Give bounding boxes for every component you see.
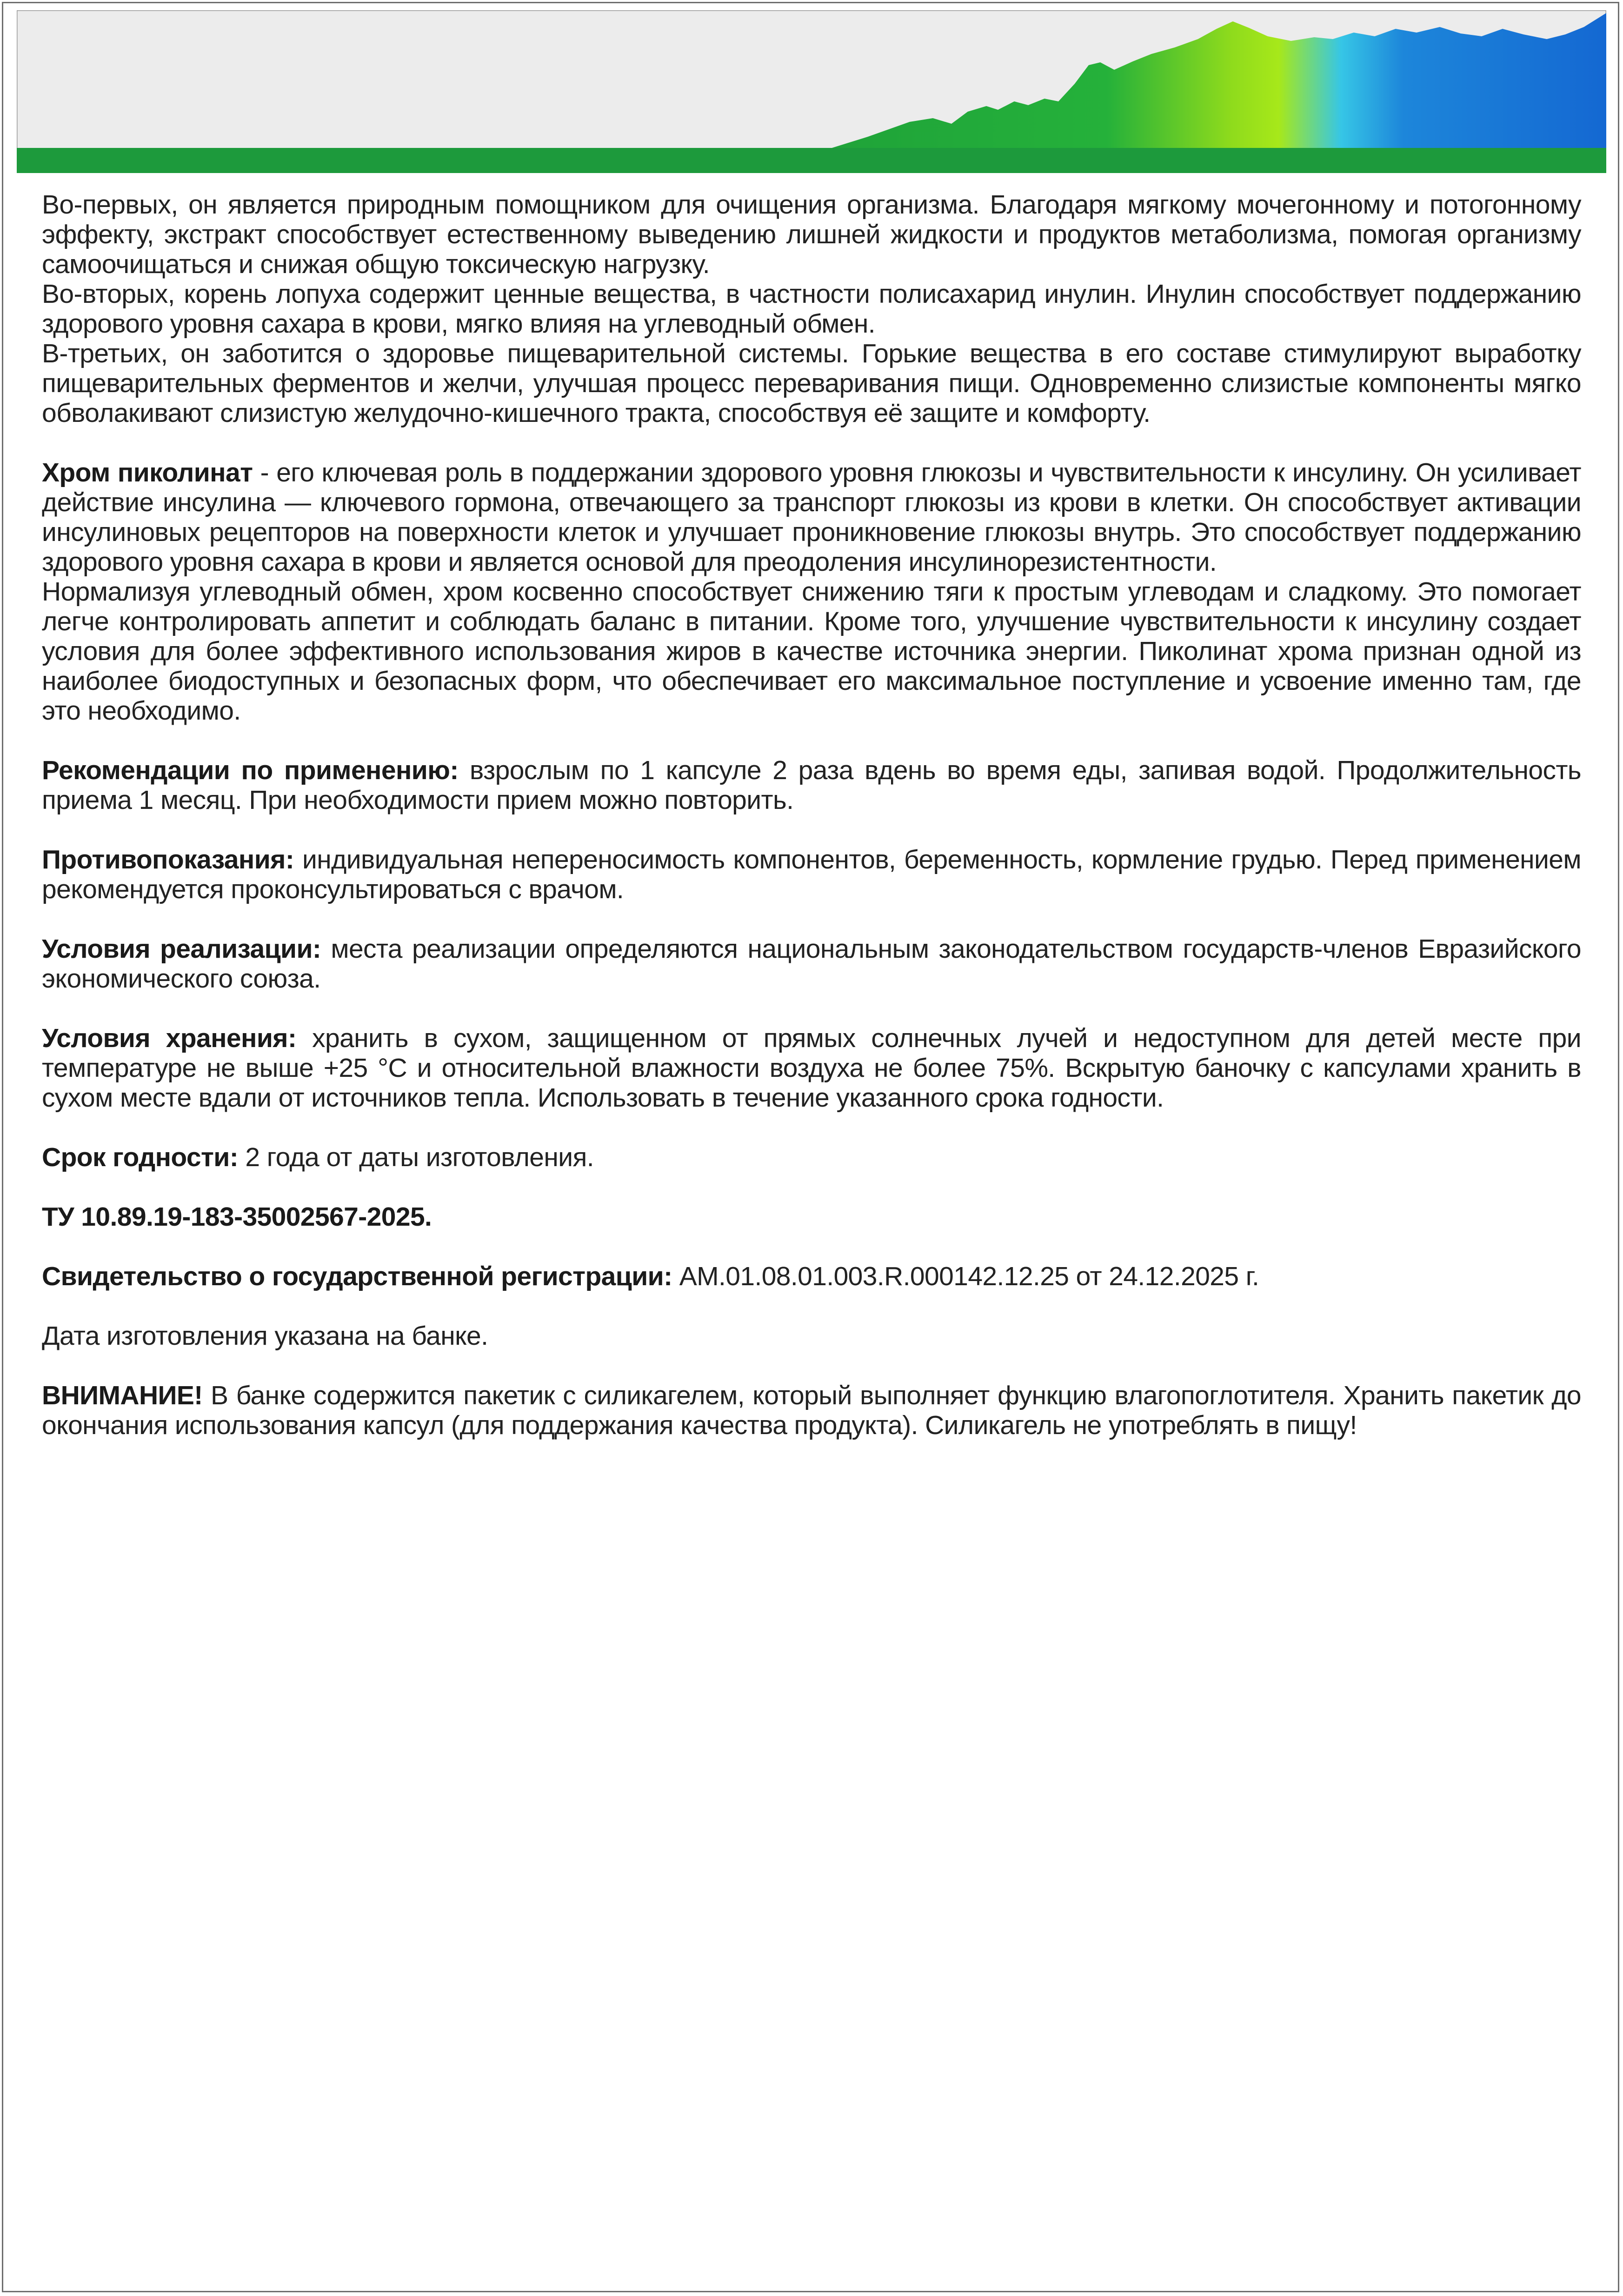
intro-paragraph-1: Во-первых, он является природным помощником для очищения организма. Благодаря мягкому мочегонному и потогонному эффекту, экстракт способствует естественному выведению лишней жидкости и продуктов метаболизма, помогая организму самоочищаться и снижая общую токсическую нагрузку.	[42, 190, 1581, 279]
banner-green-stripe	[17, 148, 1606, 173]
recommendations-label: Рекомендации по применению:	[42, 755, 459, 785]
attention-label: ВНИМАНИЕ!	[42, 1381, 203, 1410]
storage-section	[42, 1023, 1581, 1113]
chromium-section	[42, 458, 1581, 577]
shelf-life-label: Срок годности:	[42, 1142, 239, 1172]
chromium-label: Хром пиколинат	[42, 458, 253, 487]
tu-code: ТУ 10.89.19-183-35002567-2025.	[42, 1202, 432, 1232]
tu-section	[42, 1202, 1581, 1232]
header-banner	[17, 10, 1606, 173]
sale-conditions-section	[42, 934, 1581, 994]
attention-text: В банке содержится пакетик с силикагелем, который выполняет функцию влагопоглотителя. Хранить пакетик до окончания использования капсул (для поддержания качества продукта). Силикагель не употреблять в пищу!	[42, 1381, 1581, 1440]
registration-label: Свидетельство о государственной регистрации:	[42, 1261, 672, 1291]
contraindications-text: индивидуальная непереносимость компонентов, беременность, кормление грудью. Перед применением рекомендуется проконсультироваться с врачом.	[42, 845, 1581, 904]
contraindications-section	[42, 845, 1581, 904]
mountain-banner-graphic	[17, 10, 1606, 173]
recommendations-text: взрослым по 1 капсуле 2 раза вдень во время еды, запивая водой. Продолжительность приема 1 месяц. При необходимости прием можно повторить.	[42, 755, 1581, 815]
storage-label: Условия хранения:	[42, 1023, 297, 1053]
storage-text: хранить в сухом, защищенном от прямых солнечных лучей и недоступном для детей месте при температуре не выше +25 °С и относительной влажности воздуха не более 75%. Вскрытую баночку с капсулами хранить в сухом месте вдали от источников тепла. Использовать в течение указанного срока годности.	[42, 1023, 1581, 1113]
recommendations-section	[42, 755, 1581, 815]
intro-paragraph-2: Во-вторых, корень лопуха содержит ценные вещества, в частности полисахарид инулин. Инулин способствует поддержанию здорового уровня сахара в крови, мягко влияя на углеводный обмен.	[42, 279, 1581, 339]
manufacture-date-note: Дата изготовления указана на банке.	[42, 1321, 488, 1351]
sale-conditions-label: Условия реализации:	[42, 934, 321, 964]
chromium-text: - его ключевая роль в поддержании здорового уровня глюкозы и чувствительности к инсулину. Он усиливает действие инсулина — ключевого гормона, отвечающего за транспорт глюкозы из крови в клетки. Он способствует активации инсулиновых рецепторов на поверхности клеток и улучшает проникновение глюкозы внутрь. Это способствует поддержанию здорового уровня сахара в крови и является основой для преодоления инсулинорезистентности.	[42, 458, 1581, 577]
product-description	[42, 190, 1581, 1440]
chromium-section-continued: Нормализуя углеводный обмен, хром косвенно способствует снижению тяги к простым углеводам и сладкому. Это помогает легче контролировать аппетит и соблюдать баланс в питании. Кроме того, улучшение чувствительности к инсулину создает условия для более эффективного использования жиров в качестве источника энергии. Пиколинат хрома признан одной из наиболее биодоступных и безопасных форм, что обеспечивает его максимальное поступление и усвоение именно там, где это необходимо.	[42, 577, 1581, 726]
registration-text: AM.01.08.01.003.R.000142.12.25 от 24.12.2025 г.	[672, 1261, 1259, 1291]
contraindications-label: Противопоказания:	[42, 845, 294, 874]
attention-section	[42, 1381, 1581, 1440]
sale-conditions-text: места реализации определяются национальным законодательством государств-членов Евразийского экономического союза.	[42, 934, 1581, 994]
intro-paragraph-3: В-третьих, он заботится о здоровье пищеварительной системы. Горькие вещества в его составе стимулируют выработку пищеварительных ферментов и желчи, улучшая процесс переваривания пищи. Одновременно слизистые компоненты мягко обволакивают слизистую желудочно-кишечного тракта, способствуя её защите и комфорту.	[42, 339, 1581, 428]
registration-section	[42, 1261, 1581, 1291]
shelf-life-text: 2 года от даты изготовления.	[238, 1142, 594, 1172]
shelf-life-section	[42, 1142, 1581, 1172]
